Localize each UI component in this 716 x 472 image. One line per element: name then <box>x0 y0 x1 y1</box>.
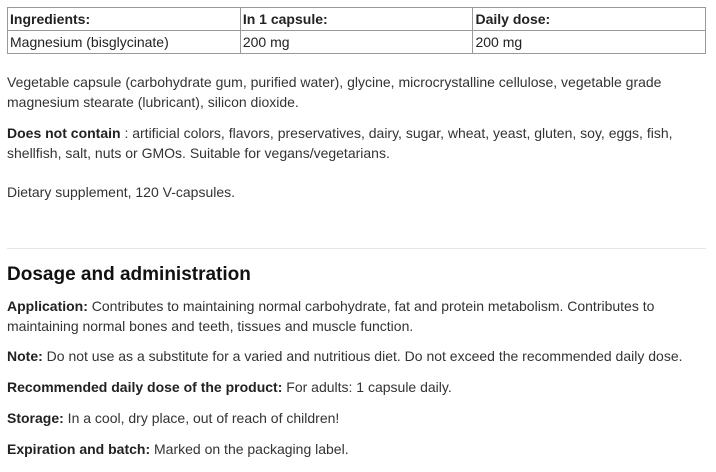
supplement-line: Dietary supplement, 120 V-capsules. <box>7 184 236 200</box>
storage-label: Storage: <box>7 410 64 426</box>
application-text: Contributes to maintaining normal carbohydrate, fat and protein metabolism. Contributes to maintaining normal bones and teeth, tissues and muscle function. <box>7 298 655 334</box>
recommended-dose-block <box>7 377 707 397</box>
storage-text: In a cool, dry place, out of reach of children! <box>63 410 340 426</box>
recommended-dose-label: Recommended daily dose of the product: <box>7 379 283 395</box>
note-block <box>7 346 707 366</box>
cell-ingredient-name: Magnesium (bisglycinate) <box>8 31 241 54</box>
ingredients-table <box>7 7 706 54</box>
header-in-1-capsule: In 1 capsule: <box>240 8 473 31</box>
composition-text-block <box>7 72 707 112</box>
table-row <box>8 31 706 54</box>
note-paragraph <box>7 346 707 366</box>
application-label: Application: <box>7 298 88 314</box>
header-ingredients: Ingredients: <box>8 8 241 31</box>
note-text: Do not use as a substitute for a varied and nutritious diet. Do not exceed the recommended daily dose. <box>42 348 683 364</box>
supplement-line-block <box>7 182 707 202</box>
recommended-dose-text: For adults: 1 capsule daily. <box>282 379 452 395</box>
table-header-row <box>8 8 706 31</box>
recommended-dose-paragraph <box>7 377 707 397</box>
does-not-contain-text: : artificial colors, flavors, preservatives, dairy, sugar, wheat, yeast, gluten, soy, eggs, fish, shellfish, salt, nuts or GMOs. Suitable for vegans/vegetarians. <box>7 125 673 161</box>
composition-text: Vegetable capsule (carbohydrate gum, purified water), glycine, microcrystalline cellulose, vegetable grade magnesium stearate (lubricant), silicon dioxide. <box>7 74 662 110</box>
cell-daily-dose: 200 mg <box>473 31 706 54</box>
header-daily-dose: Daily dose: <box>473 8 706 31</box>
application-paragraph <box>7 296 707 336</box>
expiration-block <box>7 439 707 459</box>
storage-block <box>7 408 707 428</box>
does-not-contain-label: Does not contain <box>7 125 121 141</box>
storage-paragraph <box>7 408 707 428</box>
expiration-paragraph <box>7 439 707 459</box>
expiration-text: Marked on the packaging label. <box>150 441 349 457</box>
expiration-label: Expiration and batch: <box>7 441 151 457</box>
does-not-contain-paragraph <box>7 123 707 163</box>
section-divider <box>7 248 706 249</box>
application-block <box>7 296 707 336</box>
cell-per-capsule: 200 mg <box>240 31 473 54</box>
note-label: Note: <box>7 348 43 364</box>
dosage-heading: Dosage and administration <box>7 264 251 285</box>
does-not-contain-block <box>7 123 707 163</box>
